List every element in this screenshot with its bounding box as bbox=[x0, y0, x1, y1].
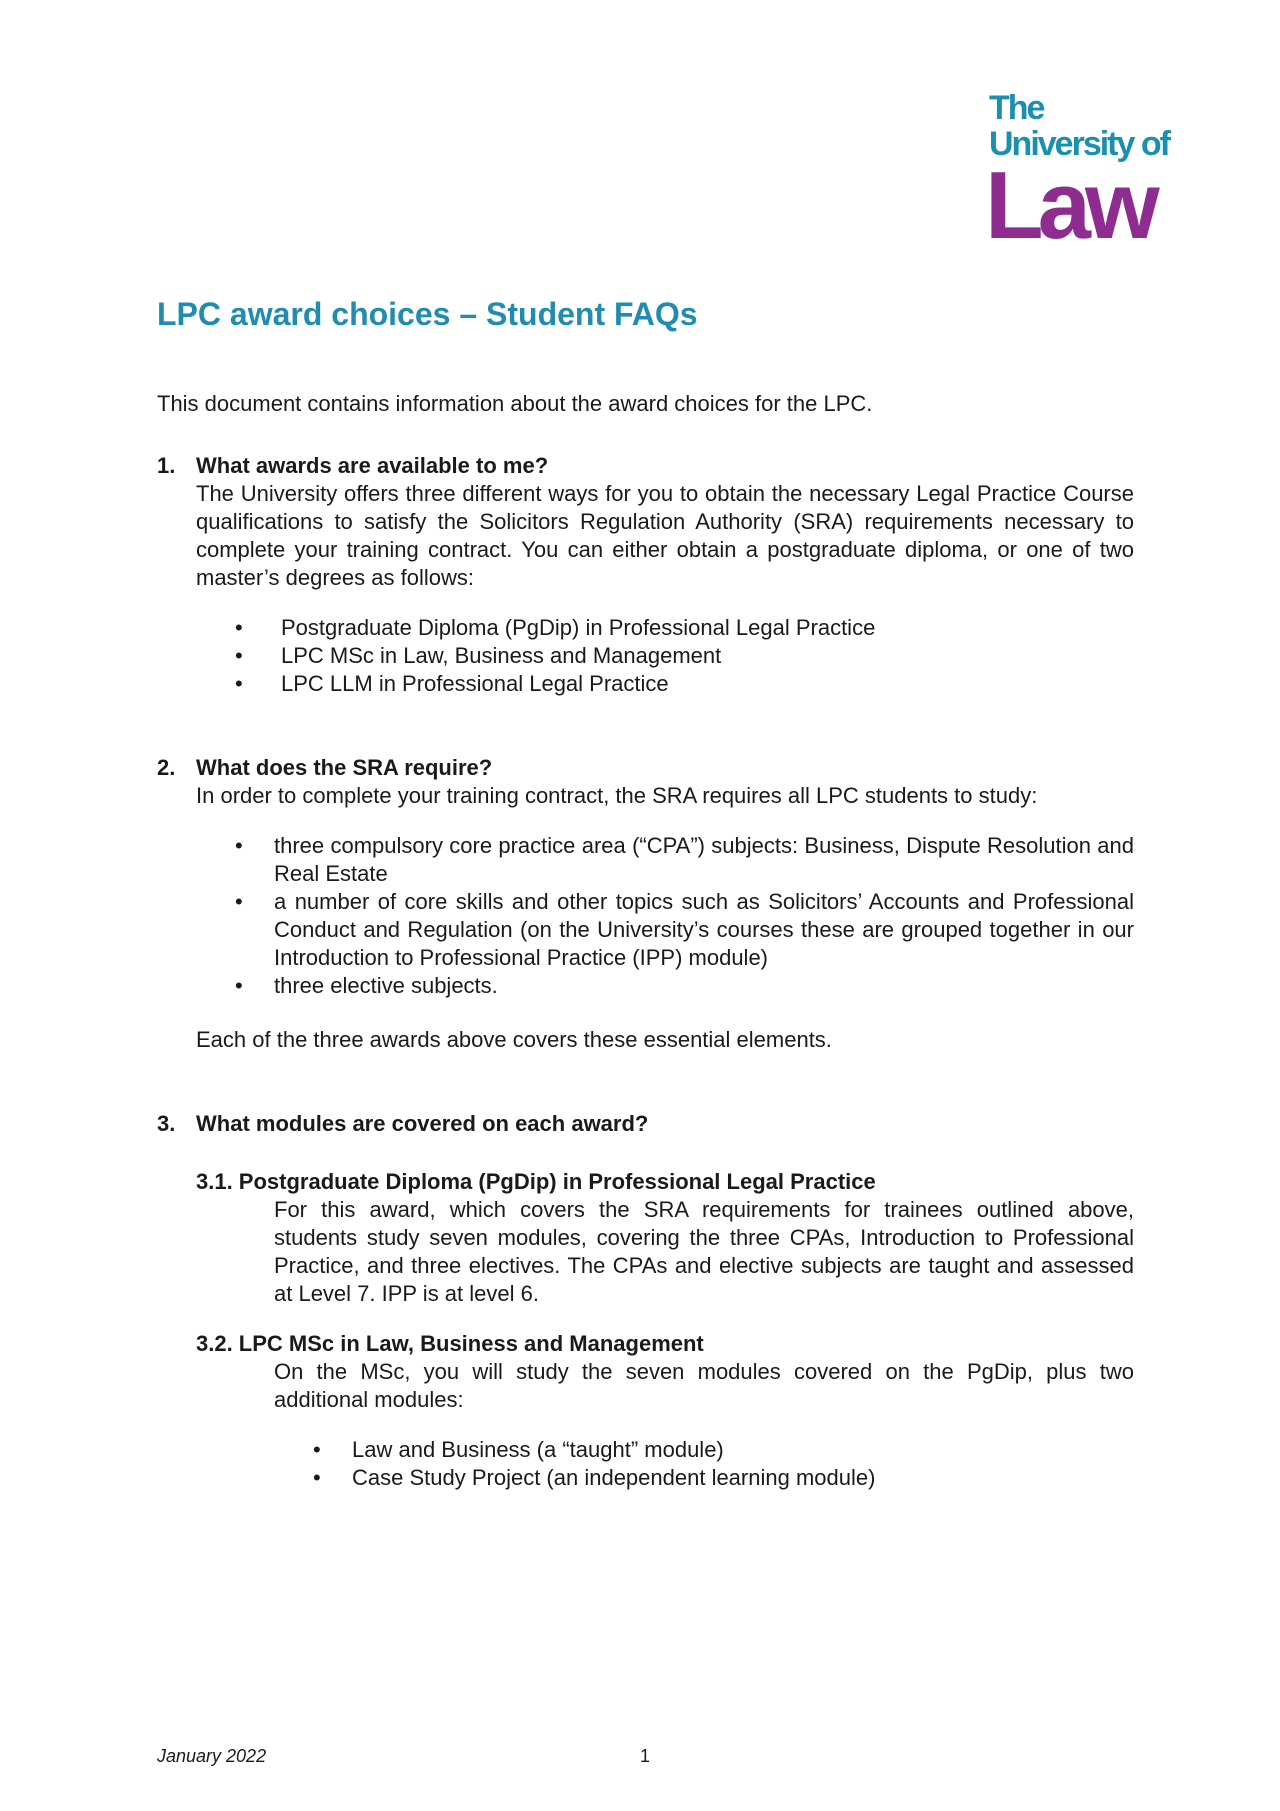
bullet-icon: • bbox=[235, 889, 243, 914]
bullet-icon: • bbox=[235, 833, 243, 858]
logo-line-the: The bbox=[989, 89, 1044, 127]
logo-line-university-of: University of bbox=[989, 125, 1169, 163]
answer-text: In order to complete your training contract, the SRA requires all LPC students to study: bbox=[196, 783, 1038, 808]
subsection-heading: 3.1. Postgraduate Diploma (PgDip) in Professional Legal Practice bbox=[196, 1169, 876, 1194]
bullet-icon: • bbox=[235, 615, 243, 640]
logo-line-law: Law bbox=[985, 152, 1154, 259]
document-content bbox=[157, 294, 1134, 1492]
question-number: 2. bbox=[157, 755, 176, 780]
page-number: 1 bbox=[640, 1746, 651, 1766]
faq-section-3 bbox=[157, 1110, 1134, 1492]
faq-section-2 bbox=[157, 754, 1134, 1054]
subsection-3-2 bbox=[196, 1330, 1134, 1492]
faq-section-1 bbox=[157, 452, 1134, 698]
question-number: 1. bbox=[157, 453, 176, 478]
answer-text: The University offers three different ways for you to obtain the necessary Legal Practice Course qualifications to satisfy the Solicitors Regulation Authority (SRA) requirements necessary to complete your training contract. You can either obtain a postgraduate diploma, or one of two master’s degrees as follows: bbox=[196, 481, 1134, 590]
faq-question-3 bbox=[157, 1110, 1134, 1138]
question-text: What does the SRA require? bbox=[196, 755, 493, 780]
question-number: 3. bbox=[157, 1111, 176, 1136]
question-text: What modules are covered on each award? bbox=[196, 1111, 649, 1136]
faq-question-2 bbox=[157, 754, 1134, 782]
list-item: • Case Study Project (an independent learning module) bbox=[313, 1465, 876, 1490]
list-item: • LPC LLM in Professional Legal Practice bbox=[235, 671, 669, 696]
bullet-icon: • bbox=[313, 1437, 321, 1462]
faq-question-1 bbox=[157, 452, 1134, 480]
list-item: • three compulsory core practice area (“CPA”) subjects: Business, Dispute Resolution and Real Estate bbox=[235, 833, 1134, 886]
subsection-text: On the MSc, you will study the seven modules covered on the PgDip, plus two additional modules: bbox=[274, 1359, 1134, 1412]
list-item: • Postgraduate Diploma (PgDip) in Professional Legal Practice bbox=[235, 615, 876, 640]
bullet-icon: • bbox=[235, 973, 243, 998]
bullet-icon: • bbox=[235, 671, 243, 696]
list-item: • LPC MSc in Law, Business and Management bbox=[235, 643, 722, 668]
msc-modules-list bbox=[196, 1436, 1134, 1492]
subsection-heading: 3.2. LPC MSc in Law, Business and Management bbox=[196, 1331, 704, 1356]
requirements-list bbox=[157, 832, 1134, 1000]
list-item: • Law and Business (a “taught” module) bbox=[313, 1437, 724, 1462]
closing-text: Each of the three awards above covers these essential elements. bbox=[196, 1027, 832, 1052]
subsection-text: For this award, which covers the SRA requirements for trainees outlined above, students study seven modules, covering the three CPAs, Introduction to Professional Practice, and three electives. The CPAs and elective subjects are taught and assessed at Level 7. IPP is at level 6. bbox=[274, 1197, 1134, 1306]
awards-list bbox=[157, 614, 1134, 698]
subsection-3-1 bbox=[196, 1168, 1134, 1308]
footer-date: January 2022 bbox=[157, 1746, 267, 1766]
list-item: • three elective subjects. bbox=[235, 973, 498, 998]
bullet-icon: • bbox=[235, 643, 243, 668]
university-of-law-logo bbox=[985, 89, 1181, 259]
page-title: LPC award choices – Student FAQs bbox=[157, 296, 698, 332]
list-item: • a number of core skills and other topics such as Solicitors’ Accounts and Professional Conduct and Regulation (on the University’s courses these are grouped together in our Introduction to Professional Practice (IPP) module) bbox=[235, 889, 1134, 970]
bullet-icon: • bbox=[313, 1465, 321, 1490]
question-text: What awards are available to me? bbox=[196, 453, 549, 478]
intro-paragraph: This document contains information about the award choices for the LPC. bbox=[157, 391, 873, 416]
